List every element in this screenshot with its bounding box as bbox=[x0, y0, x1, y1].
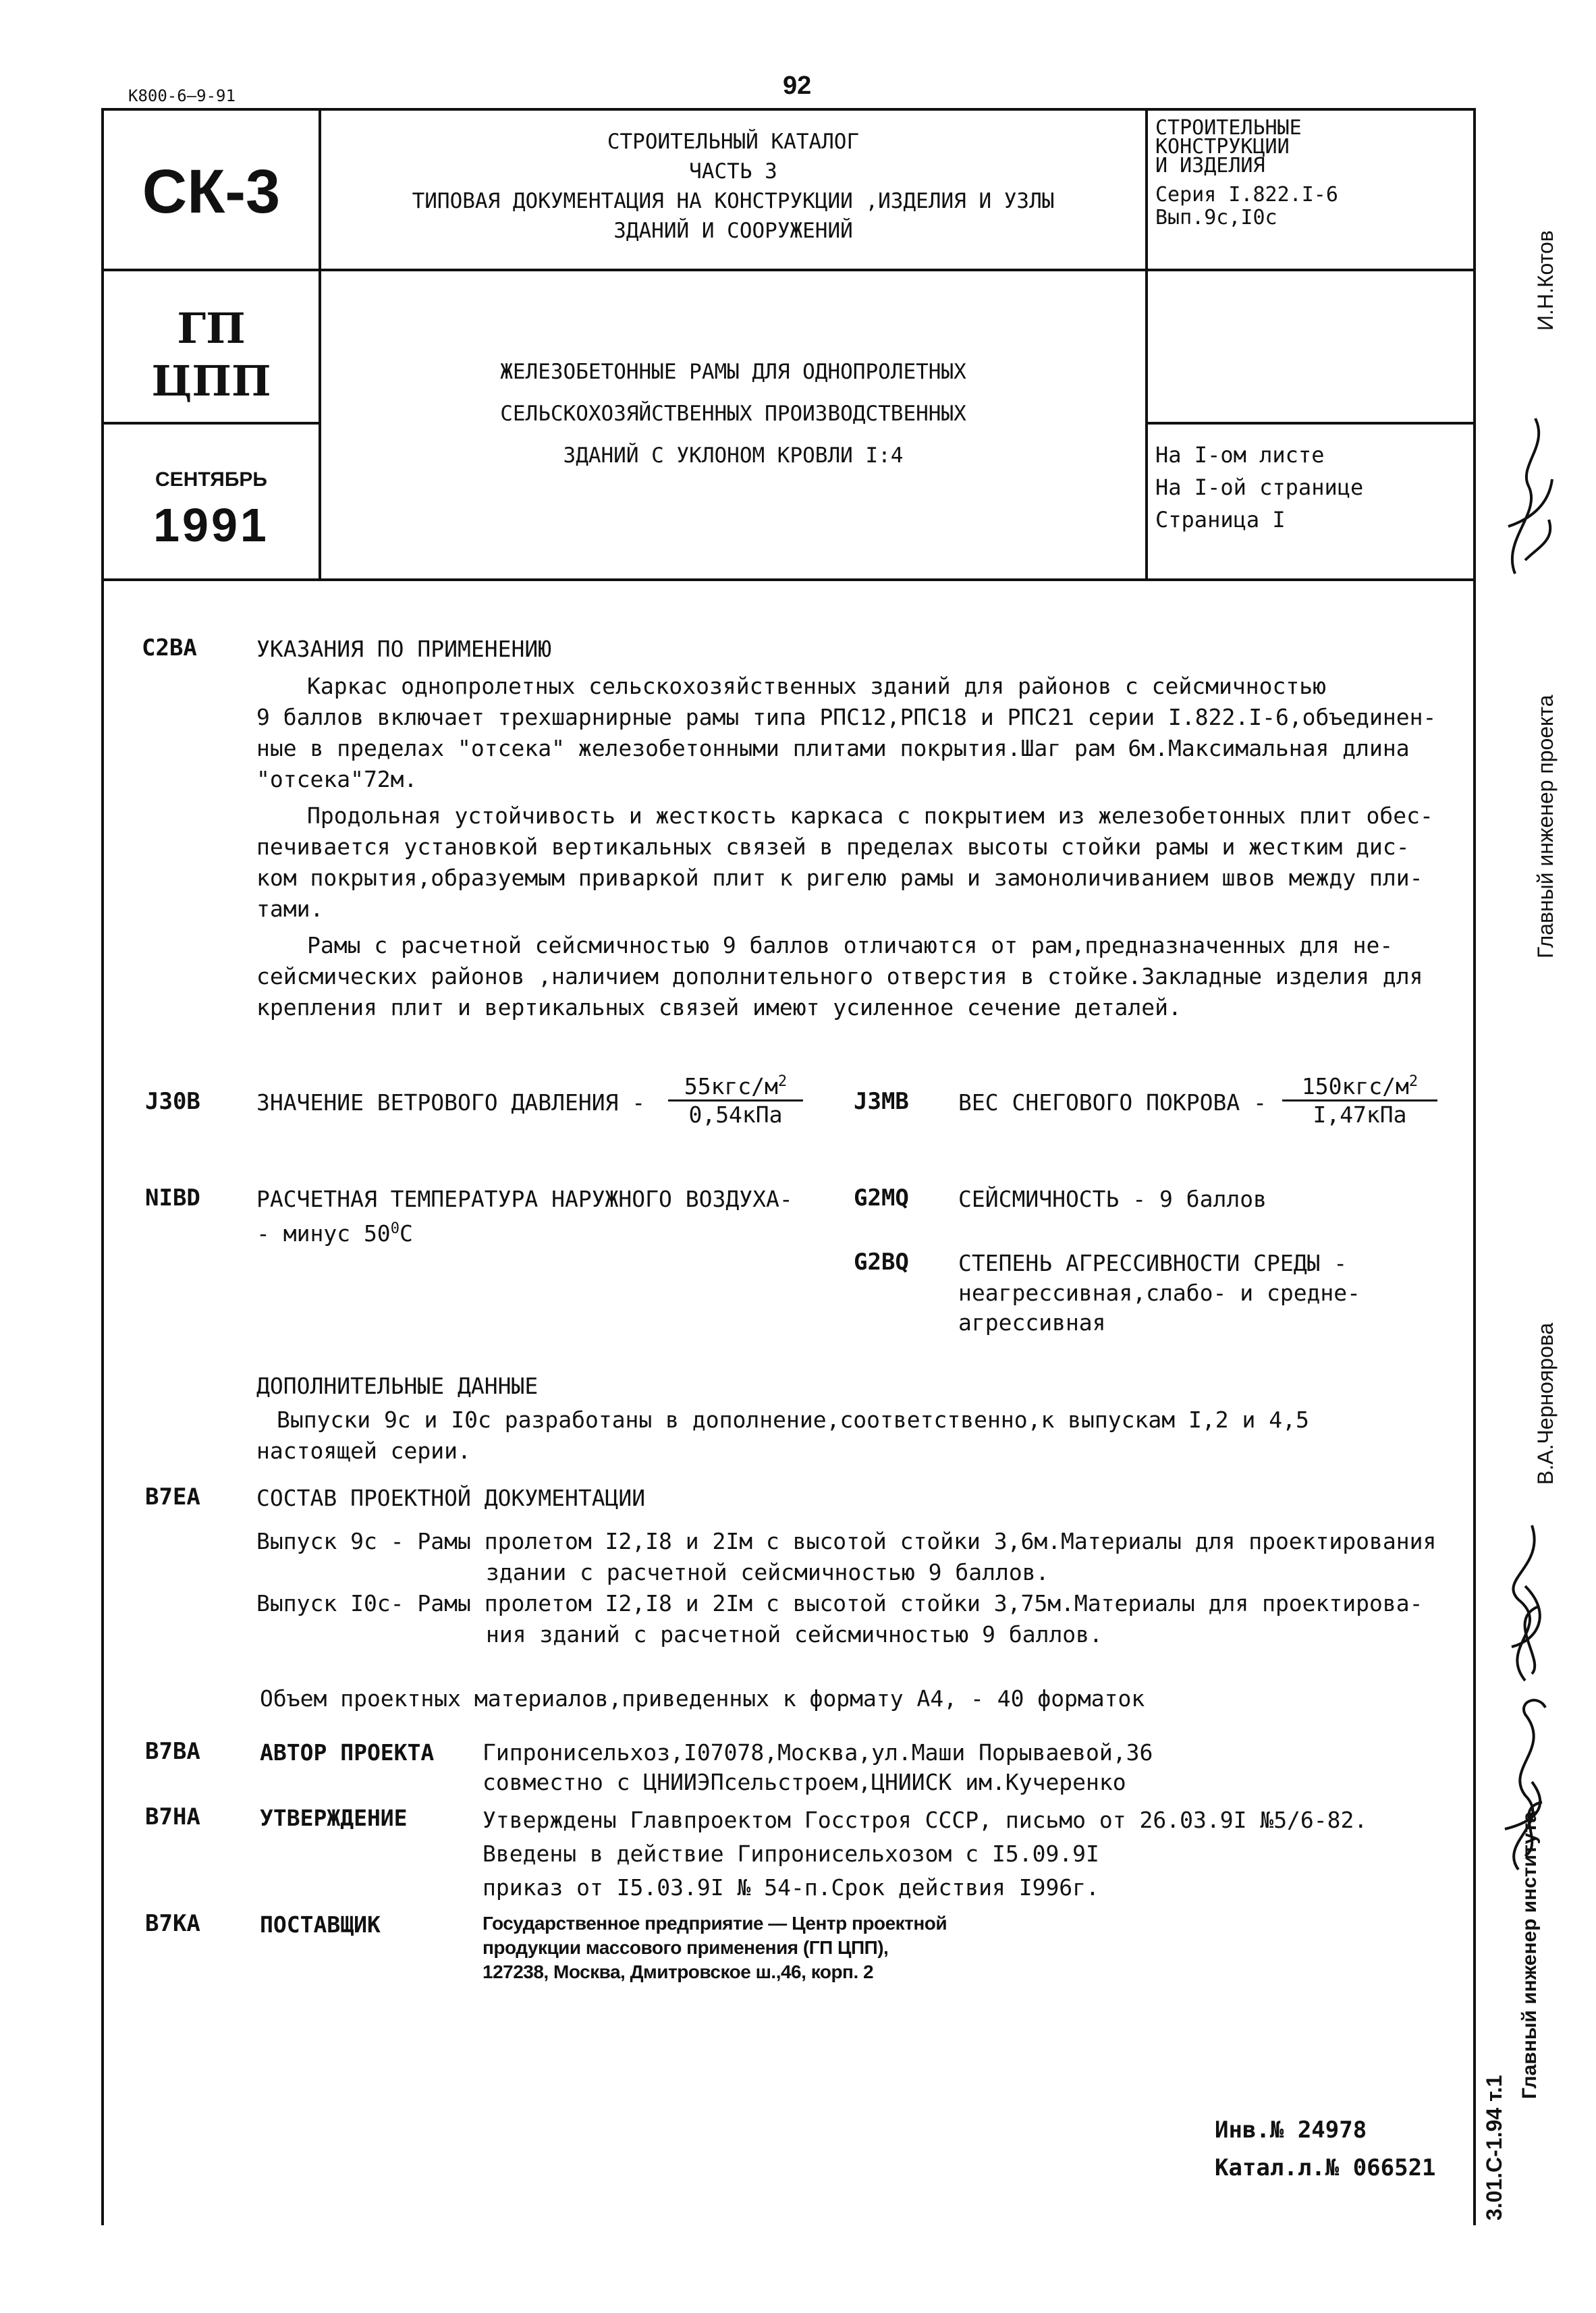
sk-label: СК-3 bbox=[142, 157, 281, 226]
catalog-line: ТИПОВАЯ ДОКУМЕНТАЦИЯ НА КОНСТРУКЦИИ ,ИЗДЕЛИЯ И УЗЛЫ bbox=[412, 189, 1055, 213]
sheet-info bbox=[1155, 439, 1363, 536]
extra-heading: ДОПОЛНИТЕЛЬНЫЕ ДАННЫЕ bbox=[256, 1373, 539, 1399]
month-label: СЕНТЯБРЬ bbox=[155, 468, 267, 491]
sheet-line: На I-ой странице bbox=[1155, 474, 1364, 500]
aggr-line: неагрессивная,слабо- и средне- bbox=[958, 1280, 1361, 1306]
composition-line: Выпуск 9с - Рамы пролетом I2,I8 и 2Iм с высотой стойки 3,6м.Материалы для проектирования bbox=[256, 1528, 1437, 1554]
temp-sup: 0 bbox=[390, 1220, 400, 1237]
snow-code: J3MB bbox=[854, 1088, 909, 1115]
temp-line-2 bbox=[256, 1214, 793, 1249]
usage-line: ные в пределах "отсека" железобетонными плитами покрытия.Шаг рам 6м.Максимальная длина bbox=[256, 735, 1410, 761]
temp-line-1: РАСЧЕТНАЯ ТЕМПЕРАТУРА НАРУЖНОГО ВОЗДУХА- bbox=[256, 1186, 793, 1212]
temp-code: NIBD bbox=[145, 1185, 200, 1212]
inventory-number: Инв.№ 24978 bbox=[1215, 2117, 1367, 2144]
approval-line: Утверждены Главпроектом Госстроя СССР, письмо от 26.03.9I №5/6-82. bbox=[483, 1807, 1368, 1833]
category-line: И ИЗДЕЛИЯ bbox=[1155, 154, 1265, 178]
aggr-line: СТЕПЕНЬ АГРЕССИВНОСТИ СРЕДЫ - bbox=[958, 1250, 1348, 1276]
signature-chernoyarov-icon bbox=[1485, 1512, 1566, 1687]
usage-line: сейсмических районов ,наличием дополнительного отверстия в стойке.Закладные изделия для bbox=[256, 963, 1423, 989]
snow-sup: 2 bbox=[1408, 1073, 1419, 1090]
approval-code: B7HA bbox=[145, 1803, 200, 1830]
inventory-stamp bbox=[1215, 2111, 1436, 2187]
catalog-number: Катал.л.№ 066521 bbox=[1215, 2154, 1436, 2181]
page-border-right bbox=[1473, 578, 1476, 2225]
approval-text bbox=[483, 1803, 1367, 1905]
snow-label: ВЕС СНЕГОВОГО ПОКРОВА - bbox=[958, 1089, 1267, 1116]
approval-line: приказ от I5.03.9I № 54-п.Срок действия I996г. bbox=[483, 1874, 1099, 1901]
usage-line: 9 баллов включает трехшарнирные рамы типа РПС12,РПС18 и РПС21 серии I.822.I-6,объединен- bbox=[256, 704, 1437, 730]
usage-line: "отсека"72м. bbox=[256, 766, 418, 792]
page-number: 92 bbox=[783, 72, 812, 100]
temp-post: С bbox=[399, 1220, 413, 1247]
composition-line: здании с расчетной сейсмичностью 9 баллов. bbox=[486, 1559, 1049, 1585]
year-label: 1991 bbox=[153, 499, 269, 551]
volume-text: Объем проектных материалов,приведенных к формату А4, - 40 форматок bbox=[260, 1685, 1145, 1712]
catalog-line: ЗДАНИЙ И СООРУЖЕНИЙ bbox=[613, 219, 853, 243]
publisher-line: ГП bbox=[177, 304, 246, 353]
composition-heading: СОСТАВ ПРОЕКТНОЙ ДОКУМЕНТАЦИИ bbox=[256, 1485, 646, 1511]
aggr-text bbox=[958, 1249, 1360, 1338]
title-line: СЕЛЬСКОХОЗЯЙСТВЕННЫХ ПРОИЗВОДСТВЕННЫХ bbox=[500, 402, 966, 426]
snow-value bbox=[1282, 1073, 1437, 1128]
side-chief-engineer: Главный инженер проекта bbox=[1533, 695, 1558, 958]
usage-line: тами. bbox=[256, 896, 324, 922]
usage-line: крепления плит и вертикальных связей имеют усиленное сечение деталей. bbox=[256, 994, 1182, 1021]
sheet-line: Страница I bbox=[1155, 507, 1286, 533]
aggr-line: агрессивная bbox=[958, 1309, 1106, 1336]
snow-den: I,47кПа bbox=[1313, 1101, 1407, 1128]
author-line: Гипронисельхоз,I07078,Москва,ул.Маши Порываевой,36 bbox=[483, 1739, 1153, 1766]
wind-sup: 2 bbox=[777, 1073, 788, 1090]
signature-kotov-icon bbox=[1488, 405, 1562, 580]
publisher-block bbox=[104, 302, 319, 408]
wind-num: 55кгс/м bbox=[684, 1073, 778, 1099]
catalog-line: ЧАСТЬ 3 bbox=[689, 159, 777, 184]
category-block bbox=[1155, 116, 1338, 229]
series-line: Вып.9с,I0с bbox=[1155, 206, 1277, 229]
title-line: ЗДАНИЙ С УКЛОНОМ КРОВЛИ I:4 bbox=[563, 443, 904, 468]
publisher-line: ЦПП bbox=[151, 356, 271, 406]
composition-line: ния зданий с расчетной сейсмичностью 9 баллов. bbox=[486, 1621, 1103, 1648]
supplier-line: продукции массового применения (ГП ЦПП), bbox=[483, 1937, 889, 1958]
temp-pre: - минус 50 bbox=[256, 1220, 391, 1247]
supplier-line: 127238, Москва, Дмитровское ш.,46, корп. 2 bbox=[483, 1961, 874, 1982]
extra-line: настоящей серии. bbox=[256, 1438, 471, 1464]
category-line: КОНСТРУКЦИИ bbox=[1155, 135, 1290, 159]
wind-den: 0,54кПа bbox=[688, 1101, 783, 1128]
side-kotov: И.Н.Котов bbox=[1533, 230, 1558, 331]
catalog-line: СТРОИТЕЛЬНЫЙ КАТАЛОГ bbox=[607, 130, 860, 154]
supplier-code: B7KA bbox=[145, 1910, 200, 1937]
author-label: АВТОР ПРОЕКТА bbox=[260, 1739, 435, 1766]
supplier-line: Государственное предприятие — Центр проектной bbox=[483, 1913, 947, 1934]
series-line: Серия I.822.I-6 bbox=[1155, 183, 1338, 207]
wind-label: ЗНАЧЕНИЕ ВЕТРОВОГО ДАВЛЕНИЯ - bbox=[256, 1089, 646, 1116]
side-inst-engineer: Главный инженер института bbox=[1518, 1811, 1541, 2099]
side-ref: 3.01.С-1.94 т.1 bbox=[1482, 2075, 1506, 2221]
section-code: C2BA bbox=[142, 634, 197, 661]
page-border-left bbox=[101, 578, 104, 2225]
supplier-label: ПОСТАВЩИК bbox=[260, 1911, 381, 1938]
author-text bbox=[483, 1738, 1153, 1797]
approval-line: Введены в действие Гипронисельхозом с I5.09.9I bbox=[483, 1841, 1099, 1867]
document-title bbox=[321, 351, 1145, 477]
composition-code: B7EA bbox=[145, 1484, 200, 1511]
usage-line: Продольная устойчивость и жесткость каркаса с покрытием из железобетонных плит обес- bbox=[307, 802, 1433, 829]
aggr-code: G2BQ bbox=[854, 1249, 909, 1276]
usage-heading: УКАЗАНИЯ ПО ПРИМЕНЕНИЮ bbox=[256, 636, 552, 662]
side-chernoyarov: В.А.Черноярова bbox=[1533, 1322, 1558, 1485]
catalog-block bbox=[321, 127, 1145, 246]
signature-institute-icon bbox=[1485, 1687, 1566, 1876]
seismic-code: G2MQ bbox=[854, 1185, 909, 1212]
wind-code: J30B bbox=[145, 1088, 200, 1115]
supplier-text bbox=[483, 1911, 947, 1984]
author-code: B7BA bbox=[145, 1738, 200, 1765]
category-line: СТРОИТЕЛЬНЫЕ bbox=[1155, 116, 1302, 140]
title-line: ЖЕЛЕЗОБЕТОННЫЕ РАМЫ ДЛЯ ОДНОПРОЛЕТНЫХ bbox=[500, 360, 966, 384]
author-line: совместно с ЦНИИЭПсельстроем,ЦНИИСК им.Кучеренко bbox=[483, 1769, 1126, 1795]
temp-label bbox=[256, 1185, 793, 1249]
snow-num: 150кгс/м bbox=[1301, 1073, 1409, 1099]
usage-line: печивается установкой вертикальных связей в пределах высоты стойки рамы и жестким дис- bbox=[256, 834, 1410, 860]
usage-line: ком покрытия,образуемым приваркой плит к ригелю рамы и замоноличиванием швов между пли- bbox=[256, 865, 1423, 891]
sheet-line: На I-ом листе bbox=[1155, 442, 1325, 468]
usage-line: Рамы с расчетной сейсмичностью 9 баллов отличаются от рам,предназначенных для не- bbox=[307, 932, 1394, 958]
usage-line: Каркас однопролетных сельскохозяйственных зданий для районов с сейсмичностью bbox=[307, 673, 1326, 699]
wind-value bbox=[668, 1073, 803, 1128]
approval-label: УТВЕРЖДЕНИЕ bbox=[260, 1805, 408, 1831]
doc-code: K800-6—9-91 bbox=[128, 86, 236, 105]
seismic-text: СЕЙСМИЧНОСТЬ - 9 баллов bbox=[958, 1186, 1267, 1212]
extra-line: Выпуски 9с и I0с разработаны в дополнение,соответственно,к выпускам I,2 и 4,5 bbox=[277, 1407, 1309, 1433]
composition-line: Выпуск I0с- Рамы пролетом I2,I8 и 2Iм с высотой стойки 3,75м.Материалы для проектирова- bbox=[256, 1590, 1423, 1616]
